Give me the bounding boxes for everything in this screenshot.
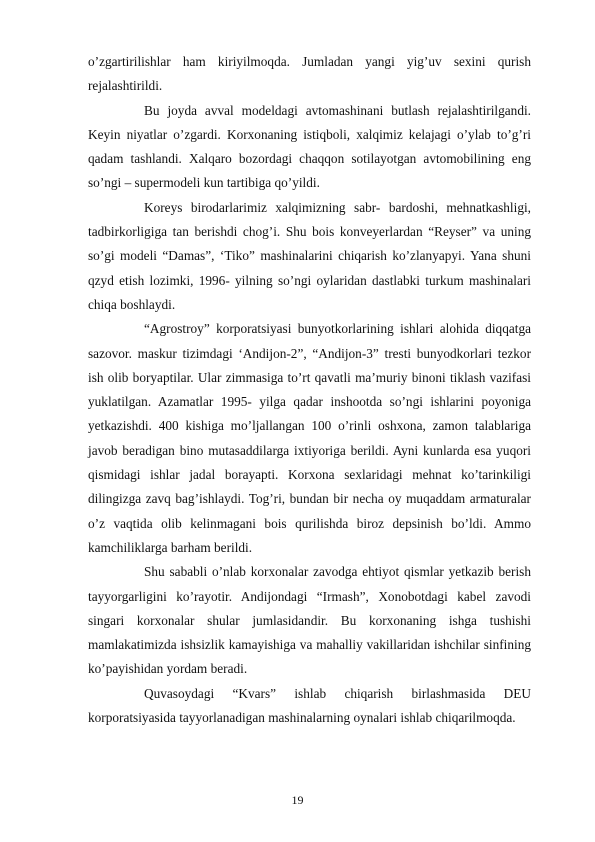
paragraph-5: Shu sababli o’nlab korxonalar zavodga ehtiyot qismlar yetkazib berish tayyorgarligini ko’rayotir. Andijondagi “Irmash”, Xonobotdagi kabel zavodi singari korxonalar shular jumlasidandir. Bu korxonaning ishga tushishi mamlakatimizda ishsizlik kamayishiga va mahalliy vakillaridan ishchilar sinfining ko’payishidan yordam beradi. <box>88 564 531 677</box>
document-body <box>88 50 531 730</box>
paragraph-2: Bu joyda avval modeldagi avtomashinani butlash rejalashtirilgandi. Keyin niyatlar o’zgardi. Korxonaning istiqboli, xalqimiz kelajagi o’ylab to’g’ri qadam tashlandi. Xalqaro bozordagi chaqqon sotilayotgan avtomobilining eng so’ngi – supermodeli kun tartibiga qo’yildi. <box>88 102 531 191</box>
paragraph-6: Quvasoydagi “Kvars” ishlab chiqarish birlashmasida DEU korporatsiyasida tayyorlanadigan mashinalarning oynalari ishlab chiqarilmoqda. <box>88 685 531 726</box>
paragraph-3: Koreys birodarlarimiz xalqimizning sabr- bardoshi, mehnatkashligi, tadbirkorligiga tan berishdi chog’i. Shu bois konveyerlardan “Reyser” va uning so’gi modeli “Damas”, ‘Tiko” mashinalarini chiqarish ko’zlanyapyi. Yana shuni qzyd etish lozimki, 1996- yilning so’ngi oylaridan dastlabki turkum mashinalari chiqa boshlaydi. <box>88 199 531 312</box>
paragraph-4: “Agrostroy” korporatsiyasi bunyotkorlarining ishlari alohida diqqatga sazovor. maskur tizimdagi ‘Andijon-2”, “Andijon-3” tresti bunyodkorlari tezkor ish olib boryaptilar. Ular zimmasiga to’rt qavatli ma’muriy binoni tiklash vazifasi yuklatilgan. Azamatlar 1995- yilga qadar inshootda so’ngi ishlarini poyoniga yetkazishdi. 400 kishiga mo’ljallangan 100 o’rinli oshxona, zamon talablariga javob beradigan bino mutasaddilarga ixtiyoriga berildi. Ayni kunlarda esa yuqori qismidagi ishlar jadal borayapti. Korxona sexlaridagi mehnat ko’tarinkiligi dilingizga zavq bag’ishlaydi. Tog’ri, bundan bir necha oy muqaddam armaturalar o’z vaqtida olib kelinmagani bois qurilishda biroz depsinish bo’ldi. Ammo kamchiliklarga barham berildi. <box>88 321 531 555</box>
paragraph-1: o’zgartirilishlar ham kiriyilmoqda. Jumladan yangi yig’uv sexini qurish rejalashtirildi. <box>88 54 531 94</box>
page-number: 19 <box>291 793 304 807</box>
